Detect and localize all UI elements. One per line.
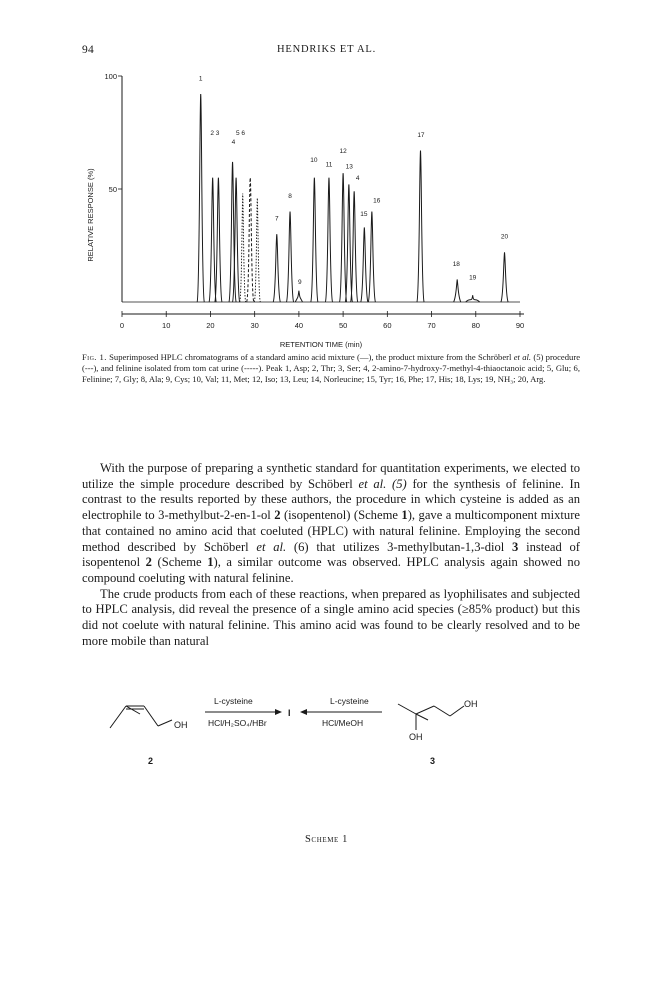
y-tick-label: 50 [108,185,117,194]
x-tick-label: 80 [471,321,480,330]
peak-9-label: 9 [297,278,302,286]
x-tick-label: 60 [383,321,392,330]
paragraph-1 [82,461,580,587]
left-reagent: L-cysteine [214,696,253,706]
caption-text-1: Superimposed HPLC chromatograms of a standard amino acid mixture (—), the product mixture from the Schröberl [106,352,514,362]
p1-text-f: (6) that utilizes 3-methylbutan-1,3-diol [286,539,513,554]
dashed-trace-peak [240,194,246,302]
p1-compound-2b: 2 [145,555,152,570]
scheme-title: Scheme 1 [304,834,348,845]
running-head: HENDRIKS ET AL. [276,44,376,55]
peak-9 [295,291,302,302]
p1-text-d: (isopentenol) (Scheme [280,508,402,523]
peak-7 [273,234,280,302]
peak-15-label: 15 [360,211,368,219]
y-axis-label: RELATIVE RESPONSE (%) [86,168,95,262]
paragraph-2: The crude products from each of these reactions, when prepared as lyophilisates and subjected to HPLC analysis, did reveal the presence of a single amino acid species (≥85% product) but this did not coelute with natural felinine. This amino acid was found to be clearly resolved and to be more mobile than natural [82,586,580,648]
compound-3-structure [398,704,464,730]
left-condition: HCl/H₂SO₄/HBr [208,718,267,728]
peak-17-label: 17 [417,132,425,140]
reaction-scheme [100,690,560,810]
peak-16-label: 16 [373,197,381,205]
peak-5-6-label: 5 6 [235,129,246,137]
x-tick-label: 20 [206,321,215,330]
peak-19-label: 19 [469,274,477,282]
p1-ref: (5) [386,476,407,491]
peak-4-label: 4 [231,138,236,146]
p1-etal-2: et al. [256,539,287,554]
right-reagent: L-cysteine [330,696,369,706]
peak-13-label: 13 [345,163,353,171]
p1-text-e: ), gave a multicomponent mixture that contained no amino acid that coeluted (HPLC) with natural felinine. Employing the second method described by Schöberl [82,508,580,554]
peak-20-label: 20 [500,233,509,241]
caption-text-2: (5) procedure (---), and felinine isolated from tom cat urine (-----). Peak 1, Asp; 2, Thr; 3, Ser; 4, 2-amino-7-hydroxy-7-methyl-4-thiaoctanoic acid; 5, Glu; 6, Felinine; 7, Gly; 8, Ala; 9, Cys; 10, Val; 11, Met; 12, Iso; 13, Leu; 14, Norleucine; 15, Tyr; 16, Phe; 17, His; 18, Lys; 19, NH₃; 20, Arg. [82,352,581,385]
peak-3 [215,178,222,302]
x-tick-label: 50 [338,321,348,330]
peak-17 [417,151,424,302]
compound-2-label: 2 [148,756,154,766]
p1-text-h: (Scheme [151,555,208,570]
y-tick-label: 100 [104,72,117,81]
x-tick-label: 10 [162,321,171,330]
peak-2-3-label: 2 3 [210,129,220,137]
peak-11 [325,178,332,302]
caption-fig-label: Fig. 1. [82,352,107,362]
x-tick-label: 70 [427,321,436,330]
peak-16 [368,212,375,302]
peak-2 [209,178,216,302]
peak-1 [197,94,204,302]
compound-3-label: 3 [430,756,436,766]
chart-axes [104,72,524,330]
peak-labels [199,76,509,286]
peak-1-label: 1 [198,75,203,83]
x-tick-label: 90 [515,321,525,330]
x-axis-label: RETENTION TIME (min) [279,340,363,349]
p1-compound-2: 2 [274,508,281,523]
figure-caption [82,352,580,386]
peak-14-label: 4 [355,174,360,182]
p1-text-i: ), a similar outcome was observed. HPLC analysis again showed no compound coeluting with natural felinine. [82,555,580,585]
peak-10-label: 10 [310,156,318,164]
p1-scheme-ref: 1 [401,508,408,523]
p1-text-c: for the synthesis of felinine. In contrast to the results reported by these authors, the procedure in which cysteine is added as an electrophile to 3-methylbut-2-en-1-ol [82,476,580,523]
body-text [82,461,580,649]
peak-8-label: 8 [288,193,292,201]
p1-text-a: With the purpose of preparing a synthetic standard for quantitation experiments, we elected to utilize the simple procedure described by Schöberl [82,461,580,491]
compound-3-oh-top: OH [464,699,478,709]
peak-18-label: 18 [452,260,460,268]
peak-15 [361,227,368,302]
p1-etal: et al. [358,476,387,491]
product-label: I [288,708,291,718]
peak-11-label: 11 [325,161,333,169]
x-tick-label: 40 [294,321,304,330]
compound-2-oh: OH [174,720,188,730]
peak-19 [466,295,480,302]
peak-12 [340,173,347,302]
peak-7-label: 7 [274,215,279,223]
peak-8 [286,212,293,302]
peak-14 [351,191,358,302]
right-condition: HCl/MeOH [322,718,364,728]
p1-scheme-ref-b: 1 [207,555,214,570]
x-tick-label: 0 [119,321,125,330]
peak-13 [345,184,352,302]
hplc-chromatogram [80,70,540,350]
peak-12-label: 12 [339,147,347,155]
compound-3-oh-bottom: OH [409,732,423,742]
peak-20 [501,252,508,302]
compound-2-structure [110,706,172,728]
dashed-trace-peak [254,198,260,302]
right-arrowhead [300,709,307,715]
peak-18 [454,279,461,302]
p1-compound-3: 3 [512,539,519,554]
peak-6 [247,178,254,302]
page-number: 94 [82,44,95,56]
p1-text-g: instead of isopentenol [82,539,581,570]
peak-10 [311,178,318,302]
left-arrowhead [275,709,282,715]
x-tick-label: 30 [250,321,259,330]
chromatogram-traces [122,94,520,302]
caption-etal: et al. [513,352,532,362]
